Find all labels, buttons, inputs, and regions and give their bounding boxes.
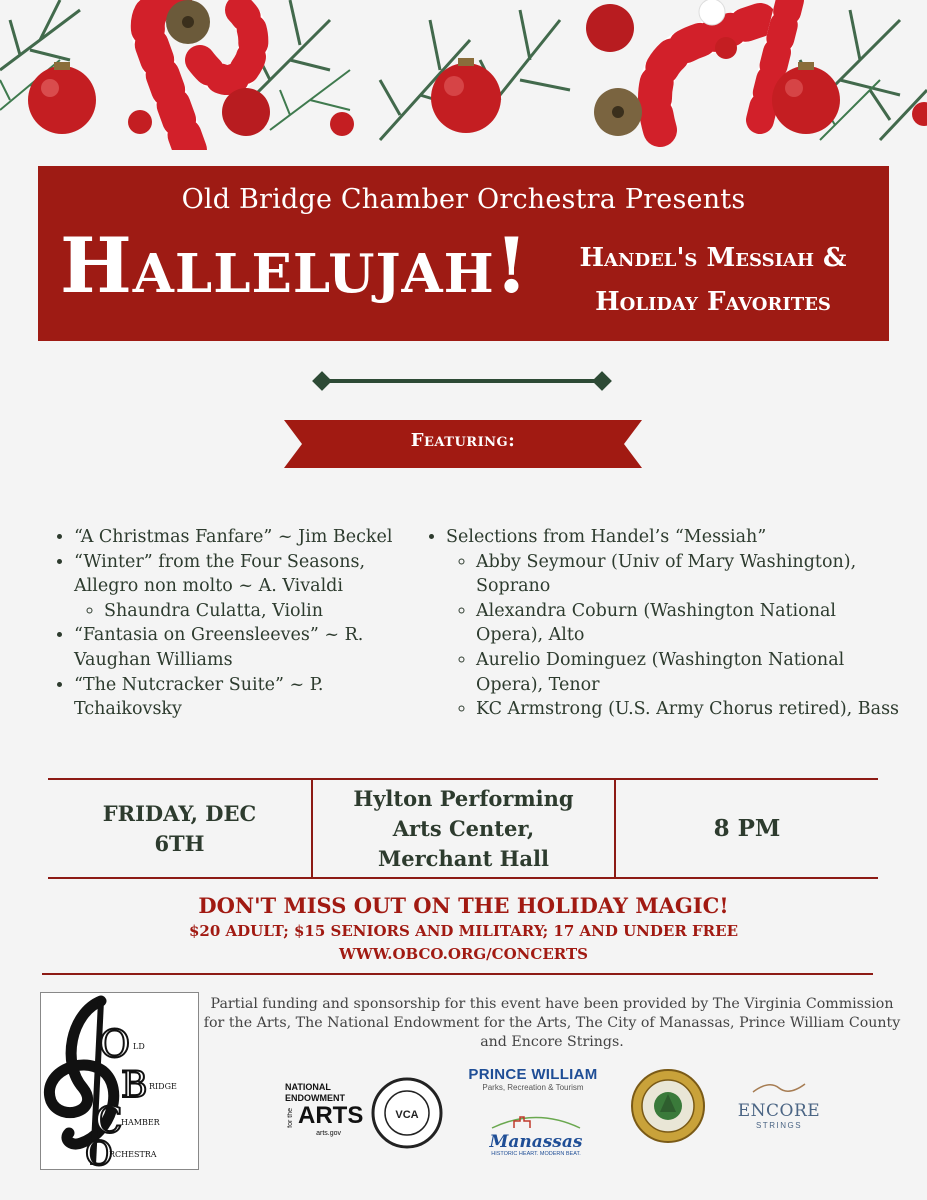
- soloist-bass: ◦ KC Armstrong (U.S. Army Chorus retired), Bass: [476, 697, 904, 722]
- event-date: [48, 780, 311, 878]
- ornamental-divider: [312, 370, 612, 392]
- featuring-label: Featuring:: [410, 430, 516, 451]
- title-banner: [38, 166, 889, 341]
- manassas-logo: [484, 1113, 588, 1157]
- program-item: [446, 525, 904, 722]
- nea-url: arts.gov: [316, 1130, 341, 1137]
- callout-rule: [42, 973, 873, 975]
- subtitle-line-1: Handel's Messiah &: [579, 243, 847, 273]
- vca-center-text: VCA: [395, 1109, 419, 1121]
- nea-line-2: ENDOWMENT: [285, 1093, 345, 1103]
- program-right-column: [424, 525, 904, 722]
- program-soloist: ◦ Shaundra Culatta, Violin: [104, 599, 412, 624]
- event-time: 8 PM: [713, 815, 781, 842]
- manassas-tagline: HISTORIC HEART. MODERN BEAT.: [491, 1151, 581, 1157]
- concert-title: Hallelujah!: [60, 221, 530, 310]
- nea-line-1: NATIONAL: [285, 1082, 331, 1092]
- holiday-decoration-border: [0, 0, 927, 150]
- svg-text:C: C: [95, 1101, 123, 1142]
- prince-william-county-seal: [630, 1068, 706, 1144]
- program-item: [74, 550, 412, 624]
- callout-headline: DON'T MISS OUT ON THE HOLIDAY MAGIC!: [198, 893, 729, 918]
- sponsorship-statement: Partial funding and sponsorship for this event have been provided by The Virginia Commission for the Arts, The National Endowment for the Arts, The City of Manassas, Prince William County and Encore Strings.: [203, 996, 901, 1050]
- manassas-title: Manassas: [489, 1132, 583, 1152]
- concert-subtitle: [543, 236, 883, 324]
- vca-seal-logo: [370, 1076, 444, 1150]
- event-venue: [313, 780, 614, 878]
- concert-website: WWW.OBCO.ORG/CONCERTS: [339, 945, 588, 963]
- prince-william-title: PRINCE WILLIAM: [468, 1066, 598, 1083]
- manassas-skyline-icon: [484, 1113, 588, 1129]
- program-left-column: [52, 525, 412, 722]
- logo-old-text: LD: [133, 1042, 145, 1051]
- svg-text:O: O: [99, 1022, 131, 1066]
- event-venue-line-3: Merchant Hall: [377, 846, 549, 871]
- encore-strings-logo: [733, 1078, 825, 1130]
- program-item-text: Selections from Handel’s “Messiah”: [446, 527, 767, 547]
- encore-title: ENCORE: [737, 1101, 821, 1121]
- program-item: • “The Nutcracker Suite” ~ P. Tchaikovsky: [74, 673, 412, 722]
- logo-orchestra-text: RCHESTRA: [109, 1150, 157, 1159]
- nea-arts: ARTS: [298, 1102, 364, 1129]
- svg-text:B: B: [121, 1065, 148, 1106]
- violin-scroll-icon: [749, 1078, 809, 1096]
- soloist-soprano: ◦ Abby Seymour (Univ of Mary Washington), Soprano: [476, 550, 904, 599]
- program-item: • “A Christmas Fanfare” ~ Jim Beckel: [74, 525, 412, 550]
- program-item-text: “Winter” from the Four Seasons, Allegro non molto ~ A. Vivaldi: [74, 551, 366, 597]
- nea-logo: [285, 1082, 364, 1139]
- presenter-line: Old Bridge Chamber Orchestra Presents: [181, 184, 746, 215]
- svg-text:O: O: [85, 1134, 113, 1169]
- orchestra-logo: [40, 992, 199, 1170]
- prince-william-subtitle: Parks, Recreation & Tourism: [482, 1083, 584, 1092]
- logo-chamber-text: HAMBER: [121, 1118, 160, 1127]
- soloist-tenor: ◦ Aurelio Dominguez (Washington National Opera), Tenor: [476, 648, 904, 697]
- program-item: • “Fantasia on Greensleeves” ~ R. Vaughan Williams: [74, 623, 412, 672]
- event-venue-line-1: Hylton Performing: [353, 786, 574, 811]
- event-date-line-2: 6TH: [154, 831, 205, 856]
- prince-william-logo: [463, 1066, 603, 1092]
- treble-clef-icon: [41, 993, 198, 1169]
- event-venue-line-2: Arts Center,: [392, 816, 535, 841]
- subtitle-line-2: Holiday Favorites: [595, 287, 831, 317]
- event-date-line-1: FRIDAY, DEC: [102, 801, 257, 826]
- nea-for-the: for the: [287, 1108, 294, 1128]
- soloist-alto: ◦ Alexandra Coburn (Washington National Opera), Alto: [476, 599, 904, 648]
- ticket-prices: $20 ADULT; $15 SENIORS AND MILITARY; 17 AND UNDER FREE: [188, 922, 739, 940]
- encore-subtitle: STRINGS: [755, 1121, 803, 1130]
- logo-bridge-text: RIDGE: [149, 1082, 177, 1091]
